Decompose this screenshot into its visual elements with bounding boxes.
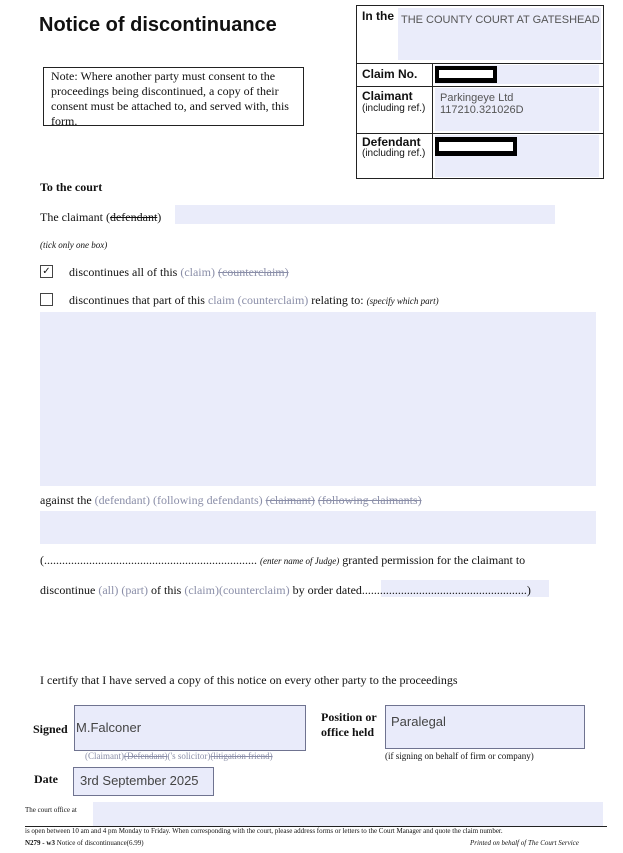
option-all-text: discontinues all of this [69,265,178,279]
court-office-label: The court office at [25,806,77,814]
discontinue-prefix: discontinue [40,583,96,597]
discontinue-part: (part) [121,583,148,597]
form-code-line [25,839,144,847]
discontinue-line [40,583,531,598]
option-part-counterclaim: (counterclaim) [237,293,309,307]
consent-note: Note: Where another party must consent to the proceedings being discontinued, a copy of their consent must be attached to, and served with, this form. [43,67,304,126]
certify-statement: I certify that I have served a copy of this notice on every other party to the proceedings [40,673,458,687]
form-code-rest: Notice of discontinuance(6.99) [56,839,144,847]
capacity-claimant: (Claimant) [85,751,124,761]
against-prefix: against the [40,493,92,507]
court-header-table [356,5,604,179]
against-line [40,493,422,508]
court-hours-text: is open between 10 am and 4 pm Monday to Friday. When corresponding with the court, please address forms or letters to the Court Manager and quote the claim number. [25,827,503,835]
behalf-note: (if signing on behalf of firm or company) [385,751,534,761]
position-label-line1: Position or [321,710,377,724]
capacity-defendant: (Defendant) [124,751,168,761]
claimant-name: Parkingeye Ltd [440,92,514,104]
printed-on-text: Printed on behalf of The Court Service [470,839,579,847]
claimant-sub-label: (including ref.) [362,103,426,114]
option-all-claim: (claim) [180,265,215,279]
signed-label: Signed [33,722,68,736]
judge-line [40,553,525,568]
court-value: THE COUNTY COURT AT GATESHEAD [401,14,600,26]
signed-value: M.Falconer [76,720,142,735]
claim-no-label: Claim No. [362,67,418,81]
capacity-line [85,751,273,761]
party-name-field[interactable] [175,205,555,224]
claimant-suffix: ) [157,210,162,224]
discontinue-part-checkbox[interactable] [40,293,53,306]
discontinue-claim: (claim)(counterclaim) [184,583,290,597]
option-part-line [69,293,439,308]
discontinue-all-checkbox[interactable] [40,265,53,278]
to-court-heading: To the court [40,180,103,194]
specify-part-field[interactable] [40,312,596,486]
form-code: N279 - w3 [25,839,55,847]
option-all-counterclaim: (counterclaim) [217,265,289,279]
against-following-claimants: (following claimants) [317,493,422,507]
capacity-solicitor: ('s solicitor) [167,751,211,761]
claim-no-redaction [435,66,497,83]
claimant-prefix: The claimant ( [40,210,110,224]
discontinue-of-this: of this [150,583,182,597]
option-all-line [69,265,289,280]
court-office-field[interactable] [93,802,603,826]
defendant-label: Defendant [362,135,421,149]
judge-dots: (....................................................................... [40,553,257,567]
defendant-sub-label: (including ref.) [362,148,426,159]
judge-hint: (enter name of Judge) [260,556,340,566]
discontinue-all: (all) [98,583,119,597]
option-part-text: discontinues that part of this [69,293,205,307]
court-label: In the [362,9,394,23]
form-title: Notice of discontinuance [39,14,277,36]
against-claimant: (claimant) [265,493,315,507]
date-value: 3rd September 2025 [80,773,199,788]
claimant-ref: 117210.321026D [440,104,524,116]
defendant-redaction [435,137,517,156]
judge-rest: granted permission for the claimant to [342,553,526,567]
position-label-line2: office held [321,725,374,739]
defendant-struck: defendant [109,210,158,224]
date-label: Date [34,772,58,786]
option-part-relating: relating to: [311,293,364,307]
discontinue-by-order: by order dated [292,583,362,597]
against-following-defendants: (following defendants) [152,493,263,507]
claimant-label: Claimant [362,89,413,103]
capacity-litigation: (litigation friend) [210,751,273,761]
against-parties-field[interactable] [40,511,596,544]
option-part-specify: (specify which part) [366,296,439,306]
tick-instruction: (tick only one box) [40,240,108,250]
option-part-claim: claim [207,293,235,307]
claimant-defendant-line [40,210,161,225]
position-value: Paralegal [391,714,446,729]
discontinue-dots: .......................................................) [361,583,531,597]
checkmark-icon: ✓ [42,266,51,277]
against-defendant: (defendant) [94,493,150,507]
